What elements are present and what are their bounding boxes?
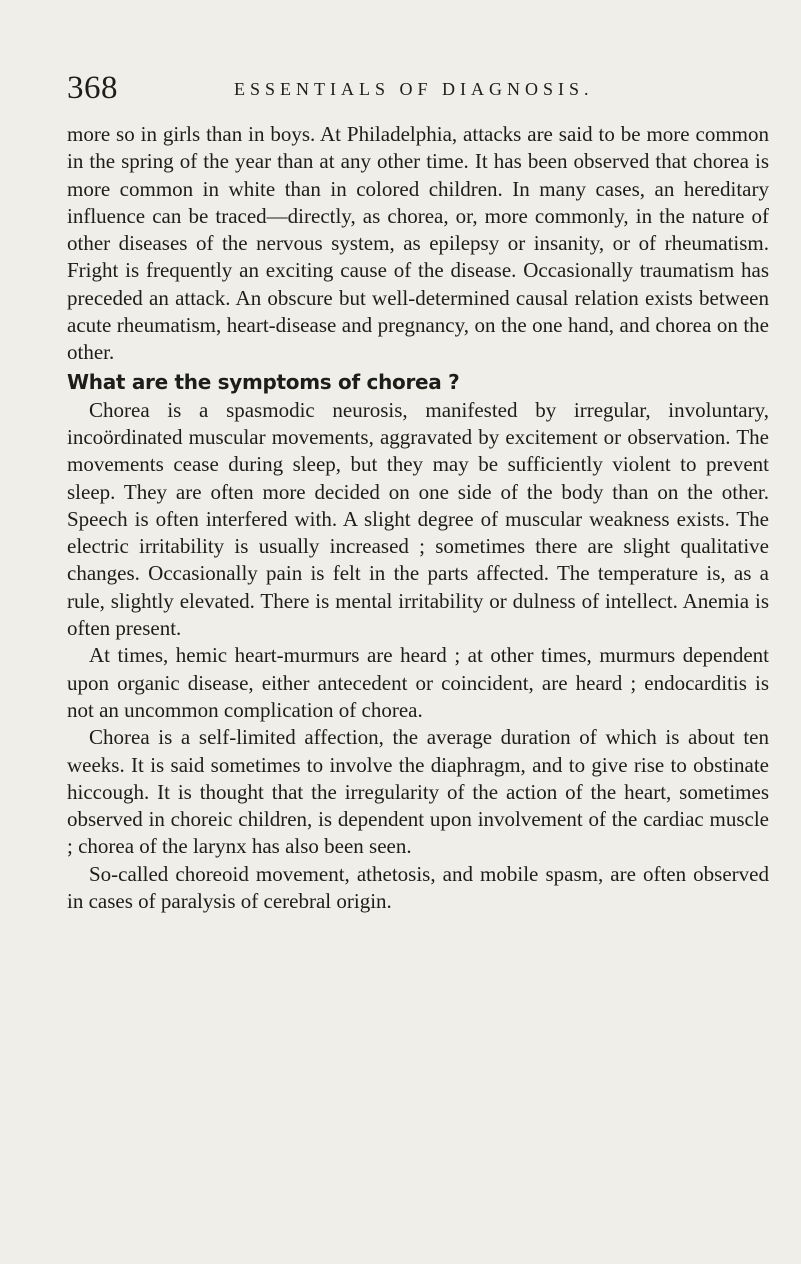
page-header	[67, 71, 767, 111]
paragraph-duration: Chorea is a self-limited affection, the average duration of which is about ten weeks. It is said sometimes to involve the diaphragm, and to give rise to obstinate hiccough. It is thought that the irregularity of the action of the heart, sometimes observed in choreic children, is dependent upon involvement of the cardiac muscle ; chorea of the larynx has also been seen.	[67, 725, 769, 859]
paragraph-heart-murmurs: At times, hemic heart-murmurs are heard ; at other times, murmurs dependent upon organic disease, either antecedent or coincident, are heard ; endocarditis is not an uncommon complication of chorea.	[67, 643, 769, 722]
running-head: ESSENTIALS OF DIAGNOSIS.	[234, 79, 594, 99]
page-number: 368	[67, 70, 118, 106]
paragraph-symptoms: Chorea is a spasmodic neurosis, manifested by irregular, involuntary, incoördinated muscular movements, aggravated by excitement or observation. The movements cease during sleep, but they may be sufficiently violent to prevent sleep. They are often more decided on one side of the body than on the other. Speech is often interfered with. A slight degree of muscular weakness exists. The electric irritability is usually increased ; sometimes there are slight qualitative changes. Occasionally pain is felt in the parts affected. The temperature is, as a rule, slightly elevated. There is mental irritability or dulness of intellect. Anemia is often present.	[67, 397, 769, 641]
page-body	[67, 121, 769, 915]
paragraph-choreoid-movement: So-called choreoid movement, athetosis, and mobile spasm, are often observed in cases of paralysis of cerebral origin.	[67, 861, 769, 914]
paragraph-causes: more so in girls than in boys. At Philadelphia, attacks are said to be more common in the spring of the year than at any other time. It has been observed that chorea is more common in white than in colored children. In many cases, an hereditary influence can be traced—directly, as chorea, or, more commonly, in the nature of other diseases of the nervous system, as epilepsy or insanity, or of rheumatism. Fright is frequently an exciting cause of the disease. Occasionally traumatism has preceded an attack. An obscure but well-determined causal relation exists between acute rheumatism, heart-disease and pregnancy, on the one hand, and chorea on the other.	[67, 122, 769, 365]
section-question: What are the symptoms of chorea ?	[67, 369, 460, 394]
